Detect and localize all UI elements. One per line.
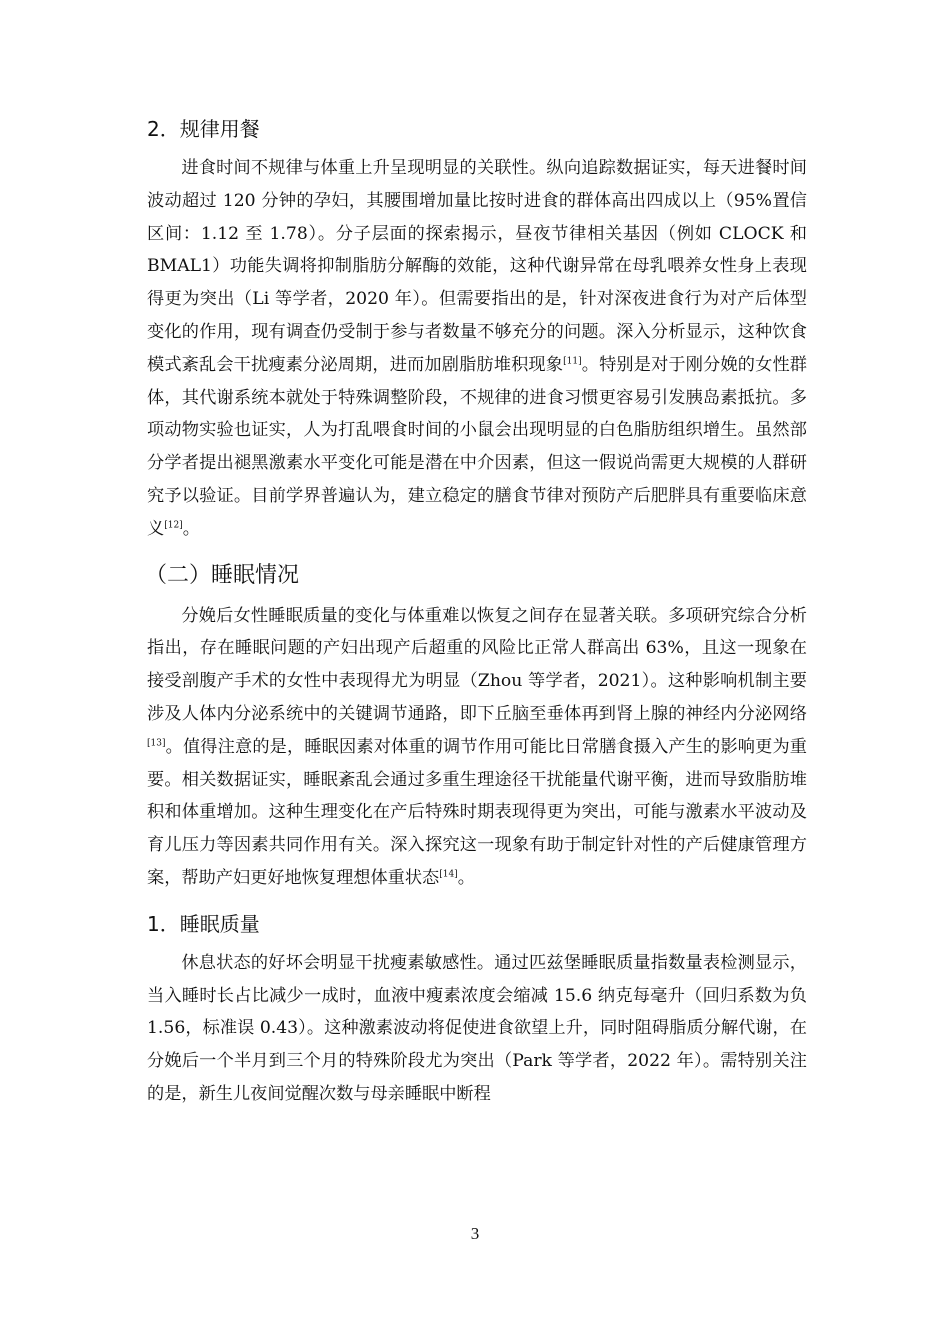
citation-14: [14] (439, 869, 458, 880)
heading-sleep-quality: 1．睡眠质量 (147, 911, 260, 936)
paragraph-text: 。值得注意的是，睡眠因素对体重的调节作用可能比日常膳食摄入产生的影响更为重要。相关数据证实，睡眠紊乱会通过多重生理途径干扰能量代谢平衡，进而导致脂肪堆积和体重增加。这种生理变化在产后特殊时期表现得更为突出，可能与激素水平波动及育儿压力等因素共同作用有关。深入探究这一现象有助于制定针对性的产后健康管理方案，帮助产妇更好地恢复理想体重状态 (147, 736, 807, 888)
paragraph-text: 。 (182, 518, 200, 539)
paragraph-text: 进食时间不规律与体重上升呈现明显的关联性。纵向追踪数据证实，每天进餐时间波动超过 120 分钟的孕妇，其腰围增加量比按时进食的群体高出四成以上（95%置信区间：1.12 至 1.78）。分子层面的探索揭示，昼夜节律相关基因（例如 CLOCK 和 BMAL1）功能失调将抑制脂肪分解酶的效能，这种代谢异常在母乳喂养女性身上表现得更为突出（Li 等学者，2020 年）。但需要指出的是，针对深夜进食行为对产后体型变化的作用，现有调查仍受制于参与者数量不够充分的问题。深入分析显示，这种饮食模式紊乱会干扰瘦素分泌周期，进而加剧脂肪堆积现象 (147, 158, 807, 375)
paragraph-text: 。 (457, 867, 475, 888)
page-content (147, 112, 807, 1111)
paragraph-regular-meals (147, 152, 807, 546)
page-number: 3 (470, 1224, 480, 1243)
paragraph-text: 。特别是对于刚分娩的女性群体，其代谢系统本就处于特殊调整阶段，不规律的进食习惯更容易引发胰岛素抵抗。多项动物实验也证实，人为打乱喂食时间的小鼠会出现明显的白色脂肪组织增生。虽然部分学者提出褪黑激素水平变化可能是潜在中介因素，但这一假说尚需更大规模的人群研究予以验证。目前学界普遍认为，建立稳定的膳食节律对预防产后肥胖具有重要临床意义 (147, 354, 807, 539)
citation-13: [13] (147, 738, 166, 749)
citation-12: [12] (164, 520, 183, 531)
heading-regular-meals: 2．规律用餐 (147, 117, 260, 141)
paragraph-text: 分娩后女性睡眠质量的变化与体重难以恢复之间存在显著关联。多项研究综合分析指出，存在睡眠问题的产妇出现产后超重的风险比正常人群高出 63%，且这一现象在接受剖腹产手术的女性中表现得尤为明显（Zhou 等学者，2021）。这种影响机制主要涉及人体内分泌系统中的关键调节通路，即下丘脑至垂体再到肾上腺的神经内分泌网络 (147, 605, 807, 724)
paragraph-sleep-quality (147, 947, 807, 1111)
paragraph-sleep-situation (147, 600, 807, 895)
heading-sleep-situation: （二）睡眠情况 (145, 562, 300, 588)
paragraph-text: 休息状态的好坏会明显干扰瘦素敏感性。通过匹兹堡睡眠质量指数量表检测显示，当入睡时长占比减少一成时，血液中瘦素浓度会缩减 15.6 纳克每毫升（回归系数为负 1.56，标准误 0.43）。这种激素波动将促使进食欲望上升，同时阻碍脂质分解代谢，在分娩后一个半月到三个月的特殊阶段尤为突出（Park 等学者，2022 年）。需特别关注的是，新生儿夜间觉醒次数与母亲睡眠中断程 (147, 952, 807, 1104)
citation-11: [11] (563, 356, 582, 367)
